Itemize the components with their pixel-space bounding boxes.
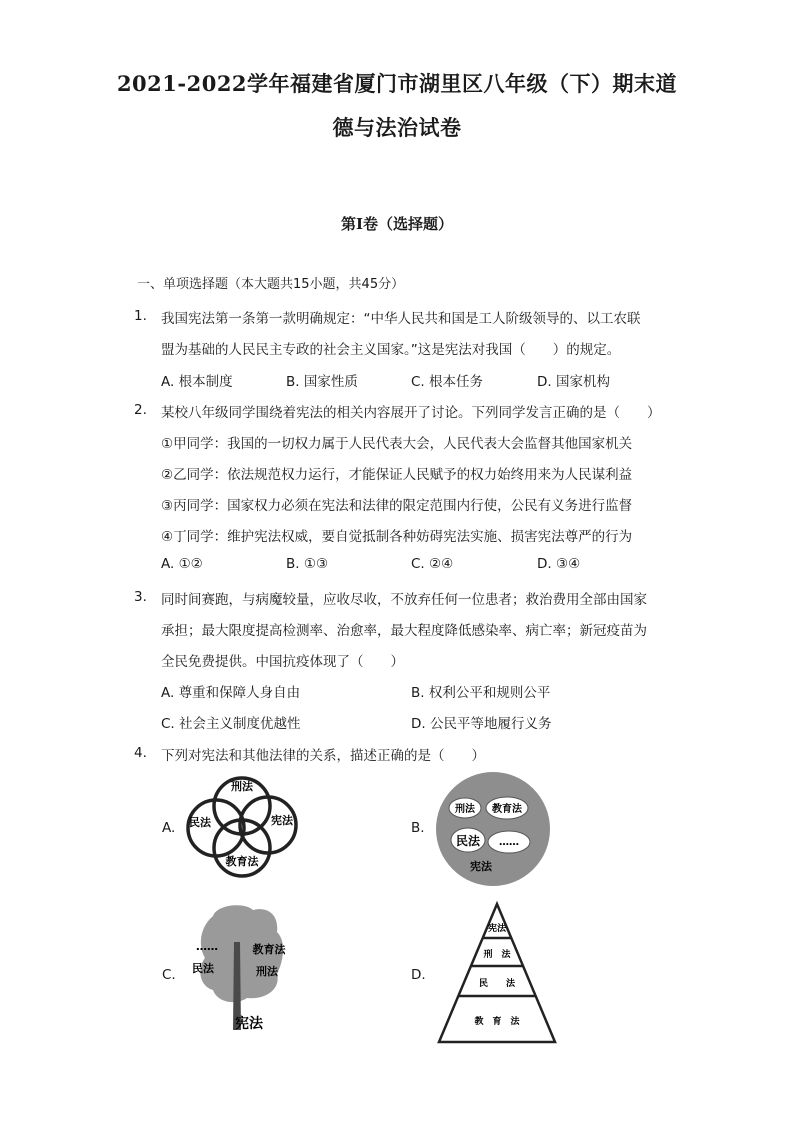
question-number: 1. — [134, 308, 147, 324]
question-text: 我国宪法第一条第一款明确规定：“中华人民共和国是工人阶级领导的、以工农联 — [161, 311, 641, 327]
statement-2: ②乙同学：依法规范权力运行，才能保证人民赋予的权力始终用来为人民谋利益 — [161, 467, 633, 483]
option-b: B. 权利公平和规则公平 — [411, 685, 551, 701]
diagram-a-label: A. — [162, 820, 176, 836]
label-constitution: 宪法 — [470, 860, 492, 873]
option-d: D. 公民平等地履行义务 — [411, 716, 552, 732]
label-others: …… — [196, 940, 218, 953]
level-constitution: 宪法 — [487, 924, 507, 934]
diagram-c-tree — [183, 902, 303, 1034]
label-constitution: 宪法 — [235, 1016, 263, 1032]
constitution-circle — [436, 772, 550, 886]
exam-title-line1: 2021-2022学年福建省厦门市湖里区八年级（下）期末道 — [116, 71, 678, 96]
label-criminal-law: 刑法 — [231, 780, 253, 793]
option-d: D. ③④ — [537, 556, 581, 572]
section-title: 第I卷（选择题） — [340, 215, 454, 233]
option-a: A. 根本制度 — [161, 374, 233, 390]
label-education-law: 教育法 — [225, 855, 259, 868]
option-c: C. 社会主义制度优越性 — [161, 716, 301, 732]
statement-1: ①甲同学：我国的一切权力属于人民代表大会，人民代表大会监督其他国家机关 — [161, 436, 633, 452]
option-a: A. 尊重和保障人身自由 — [161, 685, 301, 701]
exam-title-line2: 德与法治试卷 — [332, 115, 462, 140]
option-d: D. 国家机构 — [537, 374, 610, 390]
label-others: …… — [499, 837, 519, 848]
option-a: A. ①② — [161, 556, 203, 572]
question-text: 某校八年级同学围绕着宪法的相关内容展开了讨论。下列同学发言正确的是（ ） — [161, 405, 661, 421]
question-number: 2. — [134, 402, 147, 418]
diagram-c-label: C. — [162, 967, 176, 983]
diagram-d-pyramid — [435, 900, 559, 1046]
question-text: 盟为基础的人民民主专政的社会主义国家。”这是宪法对我国（ ）的规定。 — [161, 342, 621, 358]
question-text: 全民免费提供。中国抗疫体现了（ ） — [161, 654, 404, 670]
option-b: B. 国家性质 — [286, 374, 358, 390]
level-education-law: 教 育 法 — [474, 1017, 520, 1027]
option-b: B. ①③ — [286, 556, 329, 572]
question-number: 4. — [134, 745, 147, 761]
option-c: C. ②④ — [411, 556, 454, 572]
diagram-d-label: D. — [411, 967, 426, 983]
level-civil-law: 民 法 — [478, 979, 516, 989]
label-civil-law: 民法 — [192, 962, 214, 975]
level-criminal-law: 刑 法 — [483, 950, 511, 960]
part-heading: 一、单项选择题（本大题共15小题，共45分） — [137, 277, 405, 292]
label-criminal-law: 刑法 — [455, 804, 475, 815]
label-civil-law: 民法 — [189, 816, 211, 829]
option-c: C. 根本任务 — [411, 374, 484, 390]
label-education-law: 教育法 — [252, 943, 286, 956]
statement-3: ③丙同学：国家权力必须在宪法和法律的限定范围内行使，公民有义务进行监督 — [161, 498, 633, 514]
diagram-b-containment — [434, 770, 552, 888]
question-number: 3. — [134, 589, 147, 605]
label-criminal-law: 刑法 — [256, 965, 278, 978]
question-text: 承担；最大限度提高检测率、治愈率，最大程度降低感染率、病亡率；新冠疫苗为 — [161, 623, 647, 639]
diagram-b-label: B. — [411, 820, 425, 836]
question-text: 下列对宪法和其他法律的关系，描述正确的是（ ） — [161, 748, 485, 764]
label-education-law: 教育法 — [492, 804, 522, 815]
statement-4: ④丁同学：维护宪法权威，要自觉抵制各种妨碍宪法实施、损害宪法尊严的行为 — [161, 529, 633, 545]
question-text: 同时间赛跑，与病魔较量，应收尽收，不放弃任何一位患者；救治费用全部由国家 — [161, 592, 647, 608]
label-constitution: 宪法 — [271, 814, 293, 827]
diagram-a-overlapping-circles — [178, 773, 306, 881]
label-civil-law: 民法 — [455, 834, 481, 848]
